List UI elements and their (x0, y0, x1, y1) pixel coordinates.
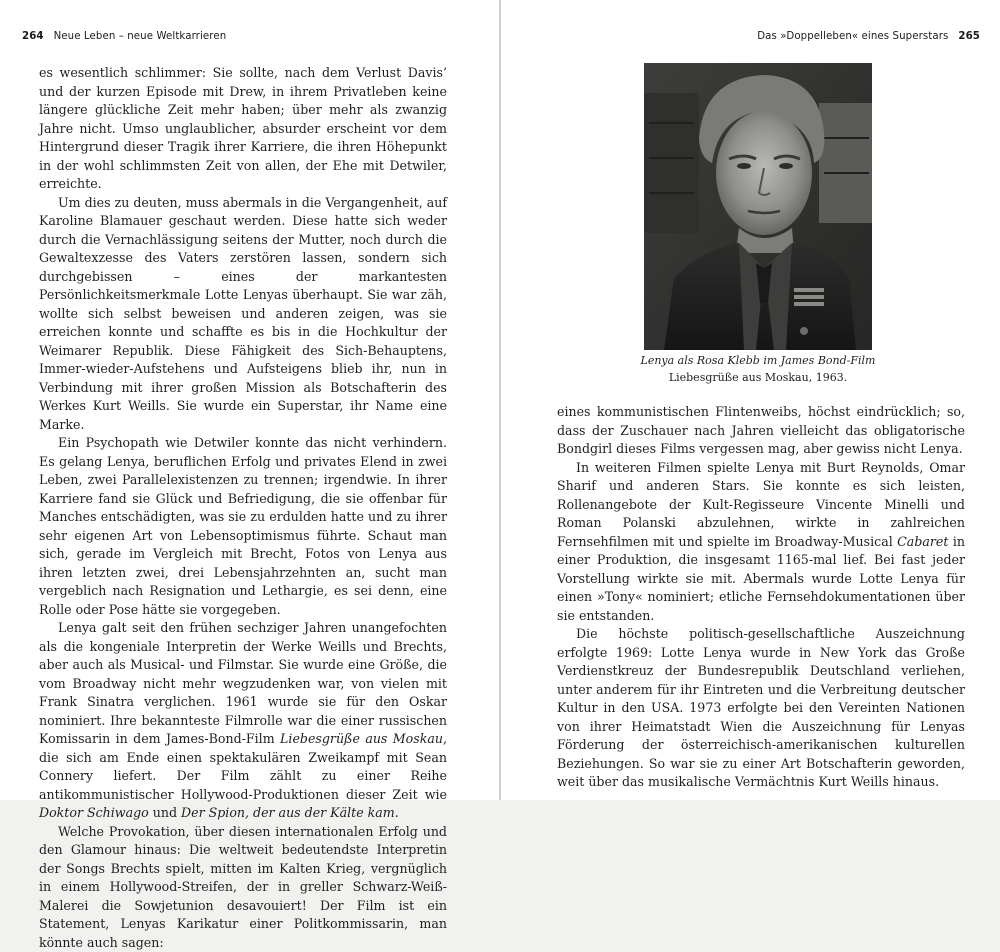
text-run: in einer Produktion, die insgesamt 1165-mal lief. Bei fast jeder Vorstellung wirkte sie mit. Abermals wurde Lotte Lenya für einen »Tony« nominiert; etliche Fernsehdokumentationen über sie entstanden. (557, 534, 965, 623)
caption-line-2: Liebesgrüße aus Moskau, 1963. (601, 370, 915, 387)
left-running-head-title: Neue Leben – neue Weltkarrieren (54, 31, 227, 42)
right-running-head-title: Das »Doppelleben« eines Superstars (757, 31, 948, 42)
paragraph (39, 194, 447, 435)
italic-title: Doktor Schiwago (39, 805, 149, 820)
photo-caption (601, 353, 915, 386)
text-run: , die sich am Ende einen spektakulären Zweikampf mit Sean Connery liefert. Der Film zählt zu einer Reihe antikommunistischer Hollywood-Produktionen dieser Zeit wie (39, 731, 447, 802)
right-body-text (557, 403, 965, 792)
text-run: In weiteren Filmen spielte Lenya mit Burt Reynolds, Omar Sharif und anderen Stars. Sie konnte es sich leisten, Rollenangebote der Kult-Regisseure Vincente Minelli und Roman Polanski abzulehnen, wirkte in zahlreichen Fernsehfilmen mit und spielte im Broadway-Musical (557, 460, 965, 549)
right-running-head (757, 31, 980, 42)
text-run: Die höchste politisch-gesellschaftliche Auszeichnung erfolgte 1969: Lotte Lenya wurde in New York das Große Verdienstkreuz der Bundesrepublik Deutschland verliehen, unter anderem für ihr Eintreten und die Verbreitung deutscher Kultur in den USA. 1973 erfolgte bei den Vereinten Nationen von ihrer Heimatstadt Wien die Auszeichnung für Lenyas Förderung der österreichisch-amerikanischen kulturellen Beziehungen. So war sie zu einer Art Botschafterin geworden, weit über das musikalische Vermächtnis Kurt Weills hinaus. (557, 626, 965, 789)
paragraph (39, 64, 447, 194)
text-run: eines kommunistischen Flintenweibs, höchst eindrücklich; so, dass der Zuschauer nach Jahren vielleicht das obligatorische Bondgirl dieses Films vergessen mag, aber gewiss nicht Lenya. (557, 404, 965, 456)
italic-title: Liebesgrüße aus Moskau (280, 731, 443, 746)
italic-title: Der Spion, der aus der Kälte kam. (181, 805, 399, 820)
left-running-head (22, 31, 226, 42)
text-run: Welche Provokation, über diesen internationalen Erfolg und den Glamour hinaus: Die weltweit bedeutendste Interpretin der Songs Brechts spielt, mitten im Kalten Krieg, vergnüglich in einem Hollywood-Streifen, der in greller Schwarz-Weiß-Malerei die Sowjetunion desavouiert! Der Film ist ein Statement, Lenyas Karikatur einer Politkommissarin, man könnte auch sagen: (39, 824, 447, 950)
paragraph (39, 823, 447, 952)
italic-title: Cabaret (897, 534, 948, 549)
left-body-text (39, 64, 447, 952)
paragraph (557, 625, 965, 792)
film-still-photo (644, 63, 872, 350)
paragraph (557, 459, 965, 626)
paragraph (39, 434, 447, 619)
text-run: Lenya galt seit den frühen sechziger Jahren unangefochten als die kongeniale Interpretin der Werke Weills und Brechts, aber auch als Musical- und Filmstar. Sie wurde eine Größe, die vom Broadway nicht mehr wegzudenken war, von vielen mit Frank Sinatra verglichen. 1961 wurde sie für den Oskar nominiert. Ihre bekannteste Filmrolle war die einer russischen Komissarin in dem James-Bond-Film (39, 620, 447, 746)
text-run: Ein Psychopath wie Detwiler konnte das nicht verhindern. Es gelang Lenya, beruflichen Erfolg und privates Elend in zwei Leben, zwei Parallelexistenzen zu trennen; irgendwie. In ihrer Karriere fand sie Glück und Befriedigung, die sie offenbar für Manches entschädigten, was sie zu erdulden hatte und zu ihrer sehr eigenen Art von Lebensoptimismus führte. Schaut man sich, gerade im Vergleich mit Brecht, Fotos von Lenya aus ihren letzten zwei, drei Lebensjahrzehnten an, sucht man vergeblich nach Resignation und Lethargie, es sei denn, eine Rolle oder Pose hätte sie vorgegeben. (39, 435, 447, 617)
portrait-image (644, 63, 872, 350)
right-page-number: 265 (958, 31, 980, 42)
paragraph (39, 619, 447, 823)
text-run: Um dies zu deuten, muss abermals in die Vergangenheit, auf Karoline Blamauer geschaut werden. Diese hatte sich weder durch die Vernachlässigung seitens der Mutter, noch durch die Gewaltexzesse des Vaters zerstören lassen, sondern sich durchgebissen – eines der markantesten Persönlichkeitsmerkmale Lotte Lenyas überhaupt. Sie war zäh, wollte sich selbst beweisen und anderen zeigen, was sie erreichen konnte und schaffte es bis in die Hochkultur der Weimarer Republik. Diese Fähigkeit des Sich-Behauptens, Immer-wieder-Aufstehens und Aufsteigens blieb ihr, nun in Verbindung mit ihrer großen Mission als Botschafterin des Werkes Kurt Weills. Sie wurde ein Superstar, ihr Name eine Marke. (39, 195, 447, 432)
left-page (0, 0, 499, 800)
text-run: es wesentlich schlimmer: Sie sollte, nach dem Verlust Davis’ und der kurzen Episode mit Drew, in ihrem Privatleben keine längere glückliche Zeit mehr haben; über mehr als zwanzig Jahre nicht. Umso unglaublicher, absurder erscheint vor dem Hintergrund dieser Tragik ihrer Karriere, die ihren Höhepunkt in der wohl schlimmsten Zeit von allen, der Ehe mit Detwiler, erreichte. (39, 65, 447, 191)
paragraph (557, 403, 965, 459)
text-run: und (149, 805, 181, 820)
right-page (501, 0, 1000, 800)
caption-line-1: Lenya als Rosa Klebb im James Bond-Film (601, 353, 915, 370)
left-page-number: 264 (22, 31, 44, 42)
